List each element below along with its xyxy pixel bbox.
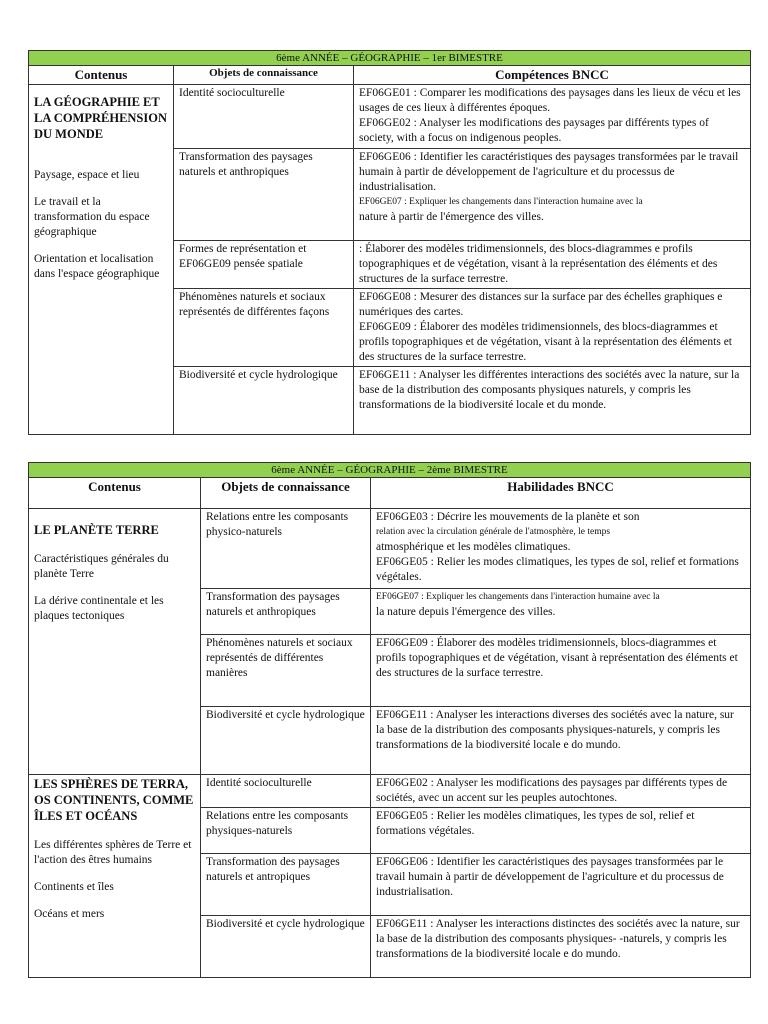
table-banner: 6ème ANNÉE – GÉOGRAPHIE – 1er BIMESTRE <box>29 51 751 66</box>
table-banner: 6ème ANNÉE – GÉOGRAPHIE – 2ème BIMESTRE <box>29 463 751 478</box>
competence-text: EF06GE06 : Identifier les caractéristiques des paysages transformées par le travail humain à partir de développement de l'agriculture et du processus de industrialisation. <box>359 151 739 193</box>
competence-cell <box>371 854 751 916</box>
header-objets: Objets de connaissance <box>201 478 371 509</box>
competence-cell <box>371 916 751 978</box>
competence-text: EF06GE11 : Analyser les interactions distinctes des sociétés avec la nature, sur la base de la distribution des composants physiques- -naturels, y compris les transformations de la biodiversité locale e do mundo. <box>376 918 740 960</box>
competence-cell <box>354 289 751 367</box>
contenus-cell <box>29 85 174 435</box>
competence-text: EF06GE05 : Relier les modes climatiques, les types de sol, relief et formations végétales. <box>376 556 739 583</box>
competence-cell <box>371 808 751 854</box>
header-contenus: Contenus <box>29 478 201 509</box>
topic-item: Orientation et localisation dans l'espace géographique <box>34 253 160 280</box>
objet-cell: Formes de représentation et EF06GE09 pensée spatiale <box>174 241 354 289</box>
competence-text: relation avec la circulation générale de l'atmosphère, le temps <box>376 527 611 537</box>
contenus-cell <box>29 509 201 775</box>
section-title: LES SPHÈRES DE TERRA, OS CONTINENTS, COMME ÎLES ET OCÉANS <box>34 777 194 823</box>
competence-text: EF06GE01 : Comparer les modifications des paysages dans les lieux de vécu et les usages de ces lieux à différentes époques. <box>359 87 741 114</box>
competence-text: EF06GE09 : Élaborer des modèles tridimensionnels, des blocs-diagrammes et profils topographiques et de végétation, visant à la représentation des éléments et des structures de la surface terrestre. <box>359 321 732 363</box>
objet-cell: Identité socioculturelle <box>174 85 354 149</box>
objet-cell: Phénomènes naturels et sociaux représentés de différentes manières <box>201 635 371 707</box>
section-title: LA GÉOGRAPHIE ET LA COMPRÉHENSION DU MONDE <box>34 95 168 141</box>
competence-cell <box>371 589 751 635</box>
competence-text: EF06GE11 : Analyser les interactions diverses des sociétés avec la nature, sur la base de la distribution des composants physiques-naturels, y compris les transformations de la biodiversité locale e do mundo. <box>376 709 734 751</box>
competence-cell <box>371 775 751 808</box>
section-title: LE PLANÈTE TERRE <box>34 523 159 537</box>
competence-text: EF06GE05 : Relier les modèles climatiques, les types de sol, relief et formations végétales. <box>376 810 695 837</box>
objet-cell: Biodiversité et cycle hydrologique <box>174 367 354 435</box>
header-contenus: Contenus <box>29 66 174 85</box>
competence-text: EF06GE02 : Analyser les modifications des paysages par différents types de sociétés, avec un accent sur les peuples autochtones. <box>376 777 728 804</box>
curriculum-table-2 <box>28 462 751 978</box>
competence-cell <box>371 509 751 589</box>
objet-cell: Transformation des paysages naturels et antropiques <box>201 854 371 916</box>
header-competences: Compétences BNCC <box>354 66 751 85</box>
objet-cell: Phénomènes naturels et sociaux représentés de différentes façons <box>174 289 354 367</box>
competence-cell <box>371 707 751 775</box>
competence-cell <box>354 85 751 149</box>
curriculum-table-1 <box>28 50 751 435</box>
competence-text: EF06GE11 : Analyser les différentes interactions des sociétés avec la nature, sur la base de la distribution des composants physiques naturels, y compris les transformations de la biodiversité locale et du monde. <box>359 369 740 411</box>
topic-item: Paysage, espace et lieu <box>34 169 140 181</box>
competence-text: EF06GE02 : Analyser les modifications des paysages par différents types of society, with a focus on indigenous peoples. <box>359 117 709 144</box>
header-objets: Objets de connaissance <box>174 66 354 85</box>
objet-cell: Relations entre les composants physiques-naturels <box>201 808 371 854</box>
competence-cell <box>354 241 751 289</box>
competence-text: EF06GE08 : Mesurer des distances sur la surface par des échelles graphiques e numériques des cartes. <box>359 291 723 318</box>
topic-item: La dérive continentale et les plaques tectoniques <box>34 595 164 622</box>
competence-text: EF06GE06 : Identifier les caractéristiques des paysages transformées par le travail humain à partir de développement de l'agriculture et du processus de industrialisation. <box>376 856 724 898</box>
competence-cell <box>354 149 751 241</box>
competence-text: la nature depuis l'émergence des villes. <box>376 606 556 618</box>
competence-text: EF06GE07 : Expliquer les changements dans l'interaction humaine avec la <box>376 592 660 602</box>
objet-cell: Transformation des paysages naturels et anthropiques <box>174 149 354 241</box>
objet-cell: Biodiversité et cycle hydrologique <box>201 916 371 978</box>
competence-text: : Élaborer des modèles tridimensionnels, des blocs-diagrammes e profils topographiques et de végétation, visant à la représentation des éléments et des structures de la surface terrestre. <box>359 243 718 285</box>
topic-item: Les différentes sphères de Terre et l'action des êtres humains <box>34 839 192 866</box>
topic-item: Océans et mers <box>34 908 105 920</box>
objet-cell: Biodiversité et cycle hydrologique <box>201 707 371 775</box>
topic-item: Caractéristiques générales du planète Terre <box>34 553 169 580</box>
contenus-cell <box>29 775 201 978</box>
competence-text: nature à partir de l'émergence des villes. <box>359 211 544 223</box>
header-habilidades: Habilidades BNCC <box>371 478 751 509</box>
objet-cell: Relations entre les composants physico-naturels <box>201 509 371 589</box>
objet-cell: Transformation des paysages naturels et anthropiques <box>201 589 371 635</box>
topic-item: Continents et îles <box>34 881 114 893</box>
competence-cell <box>354 367 751 435</box>
competence-text: atmosphérique et les modèles climatiques. <box>376 541 571 553</box>
objet-cell: Identité socioculturelle <box>201 775 371 808</box>
competence-text: EF06GE07 : Expliquer les changements dans l'interaction humaine avec la <box>359 197 643 207</box>
competence-text: EF06GE09 : Élaborer des modèles tridimensionnels, blocs-diagrammes et profils topographiques et de végétation, visant à représentation des éléments et des structures de la surface terrestre. <box>376 637 738 679</box>
topic-item: Le travail et la transformation du espace géographique <box>34 196 150 238</box>
competence-text: EF06GE03 : Décrire les mouvements de la planète et son <box>376 511 640 523</box>
competence-cell <box>371 635 751 707</box>
